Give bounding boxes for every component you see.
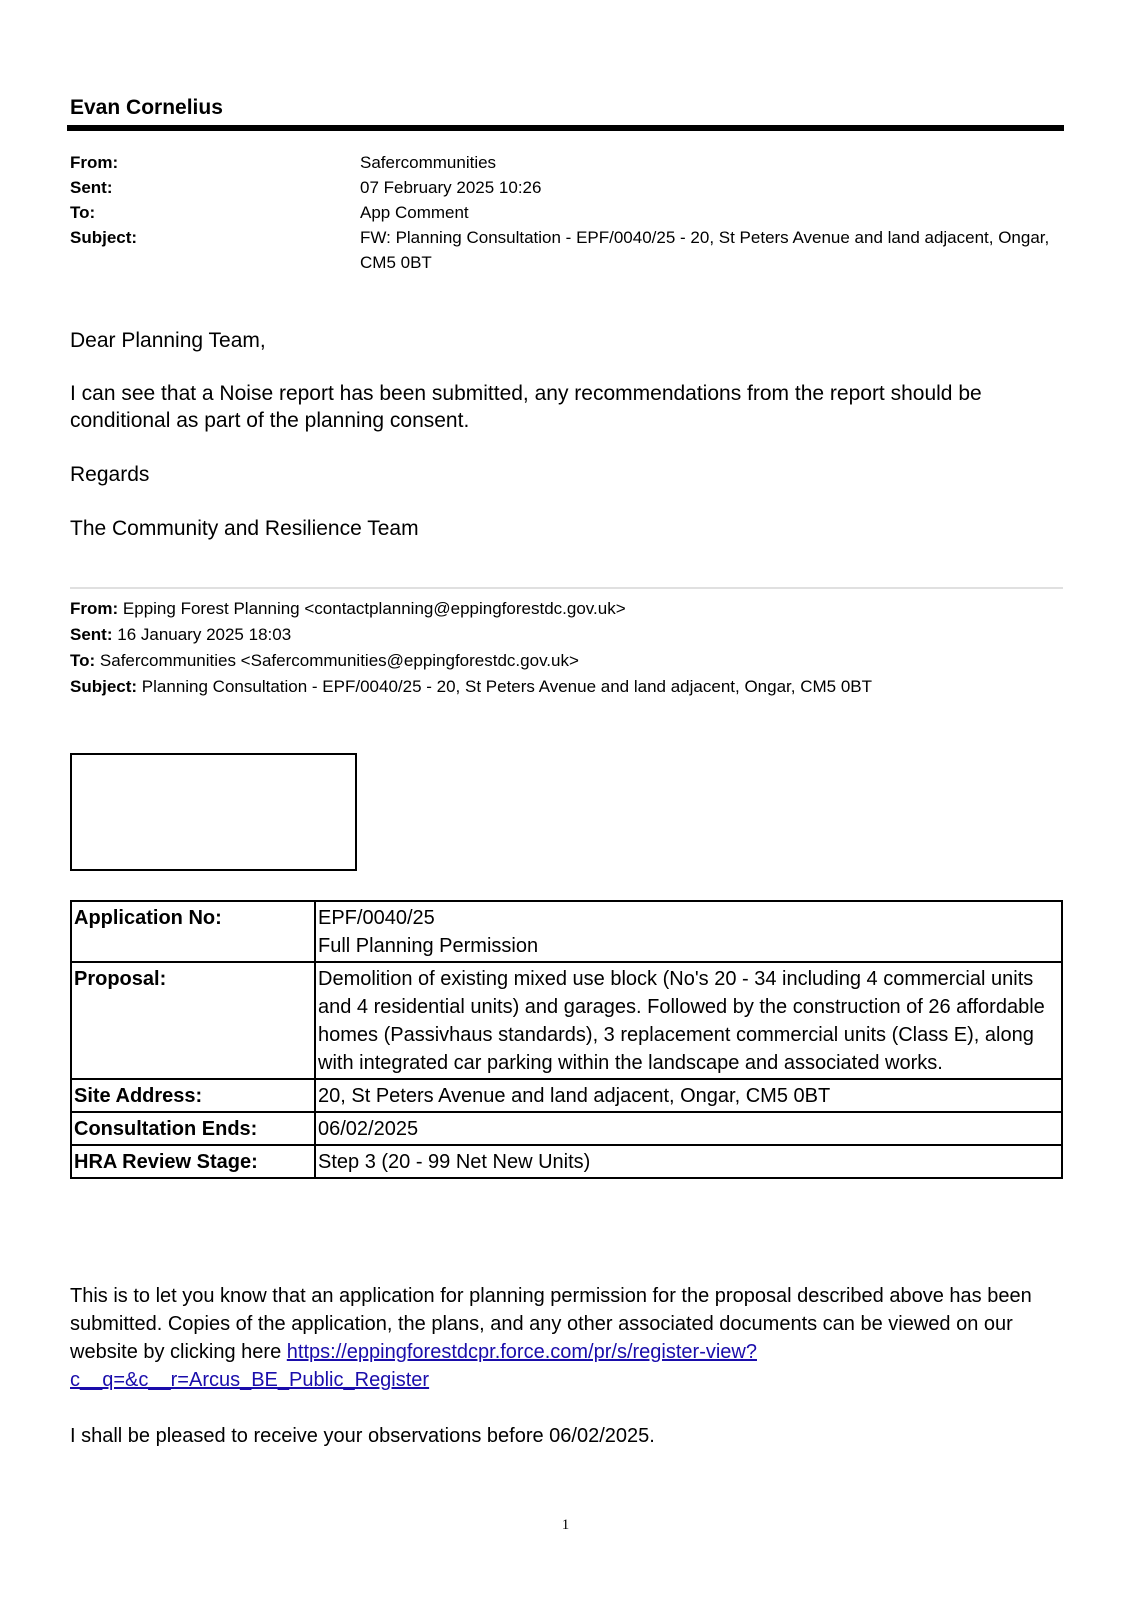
image-placeholder [70,753,357,871]
forwarded-header [70,596,1060,700]
table-row [71,1145,1062,1178]
forwarded-sent-line [70,622,1060,648]
register-link[interactable]: https://eppingforestdcpr.force.com/pr/s/register-view?c__q=&c__r=Arcus_BE_Public_Register [70,1341,757,1391]
forwarded-subject-label: Subject: [70,677,138,696]
notice-text: This is to let you know that an application for planning permission for the proposal described above has been submitted. Copies of the application, the plans, and any other associated documents can be viewed on our website by clicking here [70,1285,1032,1363]
hra-review-stage-label: HRA Review Stage: [71,1145,315,1178]
forwarded-subject-value: Planning Consultation - EPF/0040/25 - 20, St Peters Avenue and land adjacent, Ongar, CM5 0BT [141,677,872,696]
header-to-label: To: [70,203,96,222]
header-subject-value: FW: Planning Consultation - EPF/0040/25 - 20, St Peters Avenue and land adjacent, Ongar, CM5 0BT [360,228,1050,272]
closing-paragraph: I shall be pleased to receive your observations before 06/02/2025. [70,1425,655,1447]
email-header [70,150,1060,275]
forwarded-sent-label: Sent: [70,625,113,644]
mailbox-owner-name: Evan Cornelius [70,96,223,119]
application-type-value: Full Planning Permission [318,935,539,957]
reply-paragraph: I can see that a Noise report has been submitted, any recommendations from the report should be conditional as part of the planning consent. [70,382,982,432]
forwarded-to-value: Safercommunities <Safercommunities@eppingforestdc.gov.uk> [99,651,579,670]
table-row [71,1112,1062,1145]
header-from-label: From: [70,153,119,172]
table-row [71,962,1062,1079]
header-subject-label: Subject: [70,228,138,247]
header-from-value: Safercommunities [360,153,497,172]
application-no-label: Application No: [71,901,315,962]
application-no-value: EPF/0040/25 [318,907,435,929]
table-row [71,901,1062,962]
forwarded-to-line [70,648,1060,674]
forwarded-from-label: From: [70,599,119,618]
reply-team: The Community and Resilience Team [70,517,419,540]
forwarded-subject-line [70,674,1060,700]
forward-divider [70,587,1063,589]
forwarded-from-line [70,596,1060,622]
notice-paragraph [70,1282,1065,1394]
page-number: 1 [561,1517,570,1533]
header-to-value: App Comment [360,203,469,222]
header-sent-label: Sent: [70,178,113,197]
site-address-label: Site Address: [71,1079,315,1112]
consultation-ends-label: Consultation Ends: [71,1112,315,1145]
header-rule [67,125,1064,131]
header-sent-row [70,175,1060,200]
hra-review-stage-value: Step 3 (20 - 99 Net New Units) [315,1145,1062,1178]
reply-signoff: Regards [70,463,150,486]
forwarded-sent-value: 16 January 2025 18:03 [117,625,292,644]
forwarded-to-label: To: [70,651,96,670]
table-row [71,1079,1062,1112]
forwarded-from-value: Epping Forest Planning <contactplanning@eppingforestdc.gov.uk> [122,599,626,618]
site-address-value: 20, St Peters Avenue and land adjacent, Ongar, CM5 0BT [315,1079,1062,1112]
proposal-label: Proposal: [71,962,315,1079]
header-from-row [70,150,1060,175]
application-details-table [70,900,1063,1179]
application-no-cell [315,901,1062,962]
header-subject-row [70,225,1060,275]
consultation-ends-value: 06/02/2025 [315,1112,1062,1145]
reply-greeting: Dear Planning Team, [70,329,266,352]
proposal-value: Demolition of existing mixed use block (No's 20 - 34 including 4 commercial units and 4 residential units) and garages. Followed by the construction of 26 affordable homes (Passivhaus standards), 3 replacement commercial units (Class E), along with integrated car parking within the landscape and associated works. [315,962,1062,1079]
header-to-row [70,200,1060,225]
header-sent-value: 07 February 2025 10:26 [360,178,542,197]
